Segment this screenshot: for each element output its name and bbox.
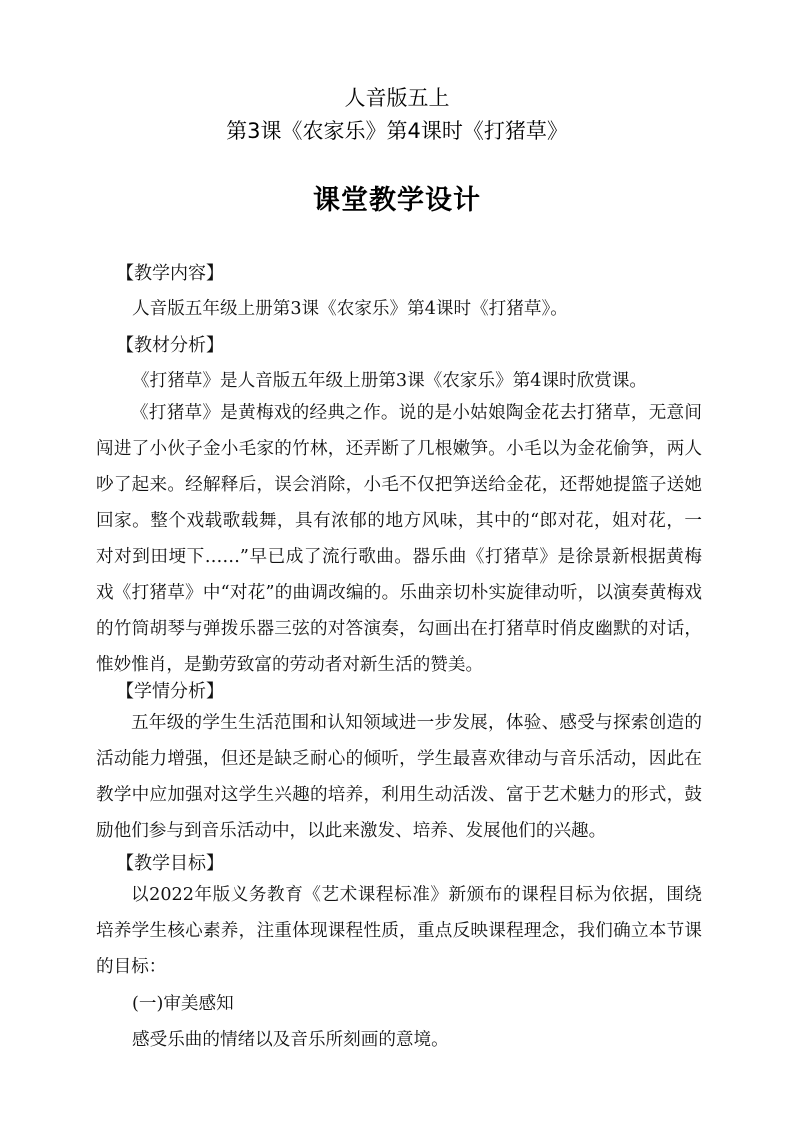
heading-material-analysis: 【教材分析】 — [116, 335, 224, 356]
heading-teaching-content: 【教学内容】 — [116, 263, 224, 284]
material-analysis-p1: 《打猪草》是人音版五年级上册第3课《农家乐》第4课时欣赏课。 — [132, 371, 648, 391]
goal-sub-aesthetic: (一)审美感知 — [132, 994, 234, 1014]
doc-main-title: 课堂教学设计 — [313, 185, 481, 216]
teaching-content-text: 人音版五年级上册第3课《农家乐》第4课时《打猪草》。 — [132, 299, 568, 319]
student-analysis-p1: 五年级的学生生活范围和认知领域进一步发展，体验、感受与探索创造的活动能力增强，但还是缺乏耐心的倾听，学生最喜欢律动与音乐活动，因此在教学中应加强对这学生兴趣的培养，利用生动活泼、富于艺术魅力的形式，鼓励他们参与到音乐活动中，以此来激发、培养、发展他们的兴趣。 — [96, 713, 702, 841]
teaching-goals-p1: 以2022年版义务教育《艺术课程标准》新颁布的课程目标为依据，围绕培养学生核心素养，注重体现课程性质，重点反映课程理念，我们确立本节课的目标： — [96, 885, 702, 977]
heading-student-analysis: 【学情分析】 — [116, 681, 224, 702]
material-analysis-p2: 《打猪草》是黄梅戏的经典之作。说的是小姑娘陶金花去打猪草，无意间闯进了小伙子金小毛家的竹林，还弄断了几根嫩笋。小毛以为金花偷笋，两人吵了起来。经解释后，误会消除，小毛不仅把笋送给金花，还帮她提篮子送她回家。整个戏载歌载舞，具有浓郁的地方风味，其中的“郎对花，姐对花，一对对到田埂下……”早已成了流行歌曲。器乐曲《打猪草》是徐景新根据黄梅戏《打猪草》中“对花”的曲调改编的。乐曲亲切朴实旋律动听，以演奏黄梅戏的竹筒胡琴与弹拨乐器三弦的对答演奏，勾画出在打猪草时俏皮幽默的对话，惟妙惟肖，是勤劳致富的劳动者对新生活的赞美。 — [96, 403, 702, 675]
doc-subtitle-lesson: 第3课《农家乐》第4课时《打猪草》 — [226, 119, 568, 143]
doc-subtitle-edition: 人音版五上 — [344, 86, 450, 110]
goal-sub-aesthetic-text: 感受乐曲的情绪以及音乐所刻画的意境。 — [132, 1030, 449, 1050]
heading-teaching-goals: 【教学目标】 — [116, 853, 224, 874]
